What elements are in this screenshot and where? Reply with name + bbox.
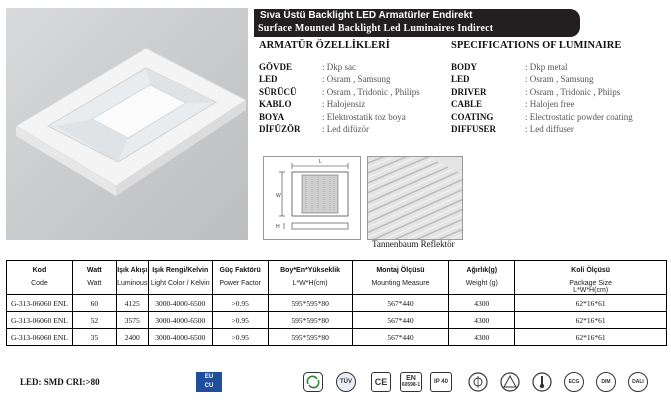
spec-row [451,73,667,85]
spec-key: BOYA [259,111,285,122]
table-header-row [7,261,667,295]
spec-value: : Dkp sac [322,62,356,72]
spec-row [451,123,667,135]
spec-row [451,61,667,73]
spec-key: DIFFUSER [451,123,497,134]
col-header-weight: Ağırlık(g) Weight (g) [449,261,515,295]
spec-value: : Halojensiz [322,99,366,110]
en-bottom-label: 60598-1 [401,382,421,388]
cell-watt: 60 [72,295,116,312]
dim-h-label: H [276,224,280,230]
cell-code: G-313-06060 ENL [7,312,73,329]
cell-dimensions: 595*595*80 [268,329,352,346]
col-header-dimensions: Boy*En*Yükseklik L*W*H(cm) [268,261,352,295]
eac-top-label: EU [204,374,214,380]
cell-weight: 4300 [449,329,515,346]
cell-dimensions: 595*595*80 [268,295,352,312]
spec-value: : Halojen free [525,99,575,110]
technical-drawing [263,156,361,240]
cell-pf: >0.95 [212,295,268,312]
spec-value: : Electrostatic powder coating [525,111,633,122]
spec-row [259,123,444,135]
cell-lumen: 3575 [116,312,148,329]
spec-row [259,86,444,98]
ce-label: CE [371,372,391,392]
eac-icon [196,372,222,394]
product-photo [6,8,248,240]
cell-weight: 4300 [449,295,515,312]
spec-key: GÖVDE [259,62,293,72]
thermal-protection-icon [468,372,488,394]
specs-en-heading: SPECIFICATIONS OF LUMINAIRE [451,40,622,51]
cell-code: G-313-06060 ENL [7,295,73,312]
reflector-caption: Tannenbaum Reflektör [372,239,455,249]
tuv-icon [336,372,356,394]
dim-label: DIM [596,372,616,392]
ecg-label: ECG [564,372,584,392]
temperature-icon [532,372,552,394]
cell-kelvin: 3000-4000-6500 [148,312,212,329]
cell-watt: 52 [72,312,116,329]
spec-key: LED [451,74,470,85]
spec-row [451,111,667,123]
specs-tr-heading: ARMATÜR ÖZELLİKLERİ [259,40,390,51]
title-turkish: Sıva Üstü Backlight LED Armatürler Endirekt [260,10,473,21]
cell-kelvin: 3000-4000-6500 [148,329,212,346]
cell-package: 62*16*61 [515,329,667,346]
col-header-watt: Watt Watt [72,261,116,295]
spec-key: CABLE [451,99,483,110]
spec-value: : Osram , Samsung [525,74,594,85]
spec-key: BODY [451,62,478,72]
spec-value: : Dkp metal [525,62,568,72]
table-row [7,329,667,346]
title-bar [254,9,580,37]
cell-kelvin: 3000-4000-6500 [148,295,212,312]
spec-key: DİFÜZÖR [259,123,301,134]
spec-value: : Led diffuser [525,123,574,134]
spec-key: COATING [451,111,494,122]
dali-icon [628,372,648,394]
spec-row [259,61,444,73]
ip40-icon [430,372,452,394]
dimension-drawing [264,157,360,239]
spec-value: : Osram , Tridonic , Phiips [525,86,621,97]
ecg-icon [564,372,584,394]
table-row [7,295,667,312]
spec-row [259,98,444,110]
spec-value: : Elektrostatik toz boya [322,111,406,122]
reflector-image [368,157,462,239]
title-english: Surface Mounted Backlight Led Luminaires Indirect [258,23,494,34]
spec-key: KABLO [259,99,292,110]
cell-mounting: 567*440 [352,329,449,346]
luminaire-image [6,8,248,240]
cell-watt: 35 [72,329,116,346]
table-row [7,312,667,329]
ip-label: IP 40 [430,372,452,392]
cell-mounting: 567*440 [352,295,449,312]
recycle-icon [303,372,323,394]
cell-package: 62*16*61 [515,295,667,312]
spec-key: SÜRÜCÜ [259,86,297,97]
dali-label: DALI [628,372,648,392]
cell-lumen: 4125 [116,295,148,312]
spec-key: LED [259,74,278,85]
cell-mounting: 567*440 [352,312,449,329]
dim-l-label: L [319,159,322,165]
spec-row [451,86,667,98]
en-standard-icon [400,372,422,394]
led-note: LED: SMD CRI:>80 [20,377,100,387]
cell-package: 62*16*61 [515,312,667,329]
spec-row [259,73,444,85]
specs-en-list [451,61,667,135]
class-protection-icon [500,372,520,394]
col-header-power-factor: Güç Faktörü Power Factor [212,261,268,295]
cell-weight: 4300 [449,312,515,329]
dim-w-label: W [276,193,281,199]
spec-value: : Osram , Tridonic , Philips [322,86,420,97]
col-header-luminous: Işık Akışı Luminous [116,261,148,295]
en-top-label: EN [406,375,416,382]
specs-tr-list [259,61,444,135]
spec-row [451,98,667,110]
spec-value: : Led difüzör [322,123,369,134]
cell-code: G-313-06060 ENL [7,329,73,346]
cell-lumen: 2400 [116,329,148,346]
reflector-photo [367,156,463,240]
spec-value: : Osram , Samsung [322,74,391,85]
col-header-light-color: Işık Rengi/Kelvin Light Color / Kelvin [148,261,212,295]
cell-dimensions: 595*595*80 [268,312,352,329]
col-header-package: Koli Ölçüsü Package Size L*W*H(cm) [515,261,667,295]
cell-pf: >0.95 [212,329,268,346]
product-table [6,260,667,346]
cell-pf: >0.95 [212,312,268,329]
eac-bottom-label: CU [204,383,214,389]
spec-key: DRIVER [451,86,487,97]
spec-row [259,111,444,123]
tuv-label: TÜV [336,372,356,392]
ce-icon [371,372,391,394]
col-header-code: Kod Code [7,261,73,295]
dim-icon [596,372,616,394]
col-header-mounting: Montaj Ölçüsü Mounting Measure [352,261,449,295]
